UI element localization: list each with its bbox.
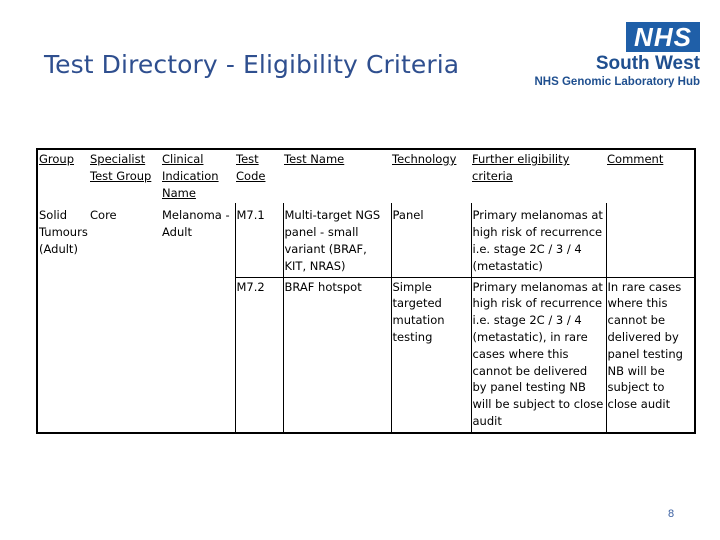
column-header-test-code: Test Code <box>236 152 266 183</box>
cell-test-code: M7.1 <box>235 203 283 277</box>
cell-clinical-indication-name: Melanoma - Adult <box>162 208 230 240</box>
column-header-clinical-indication-name: Clinical Indication Name <box>162 152 219 200</box>
page-title: Test Directory - Eligibility Criteria <box>44 50 460 79</box>
cell-technology: Panel <box>391 203 471 277</box>
column-header-technology: Technology <box>392 152 457 166</box>
cell-further-eligibility-criteria: Primary melanomas at high risk of recurrence i.e. stage 2C / 3 / 4 (metastatic) <box>471 203 606 277</box>
nhs-mark: NHS <box>626 22 700 52</box>
table-header-row <box>37 149 695 203</box>
table-row <box>37 203 695 277</box>
column-header-test-name: Test Name <box>284 152 345 166</box>
cell-test-name: BRAF hotspot <box>283 277 391 433</box>
nhs-logo <box>510 22 700 92</box>
page-number: 8 <box>668 508 675 520</box>
logo-region: South West <box>595 53 700 74</box>
cell-clinical-indication-name <box>161 277 235 433</box>
column-header-further-eligibility-criteria: Further eligibility criteria <box>472 152 570 183</box>
eligibility-table <box>36 148 696 434</box>
cell-further-eligibility-criteria: Primary melanomas at high risk of recurrence i.e. stage 2C / 3 / 4 (metastatic), in rare cases where this cannot be delivered by panel testing NB will be subject to close audit <box>471 277 606 433</box>
cell-technology: Simple targeted mutation testing <box>391 277 471 433</box>
column-header-specialist-test-group: Specialist Test Group <box>90 152 152 183</box>
cell-group: Solid Tumours (Adult) <box>39 208 88 256</box>
cell-specialist-test-group: Core <box>90 208 117 223</box>
cell-test-name: Multi-target NGS panel - small variant (BRAF, KIT, NRAS) <box>283 203 391 277</box>
cell-group <box>37 277 89 433</box>
logo-subtitle: NHS Genomic Laboratory Hub <box>534 76 700 88</box>
cell-specialist-test-group <box>89 277 161 433</box>
cell-comment: In rare cases where this cannot be delivered by panel testing NB will be subject to close audit <box>606 277 695 433</box>
column-header-comment: Comment <box>607 152 664 166</box>
cell-test-code: M7.2 <box>235 277 283 433</box>
table-row <box>37 277 695 433</box>
cell-comment <box>606 203 695 277</box>
column-header-group: Group <box>39 152 75 166</box>
